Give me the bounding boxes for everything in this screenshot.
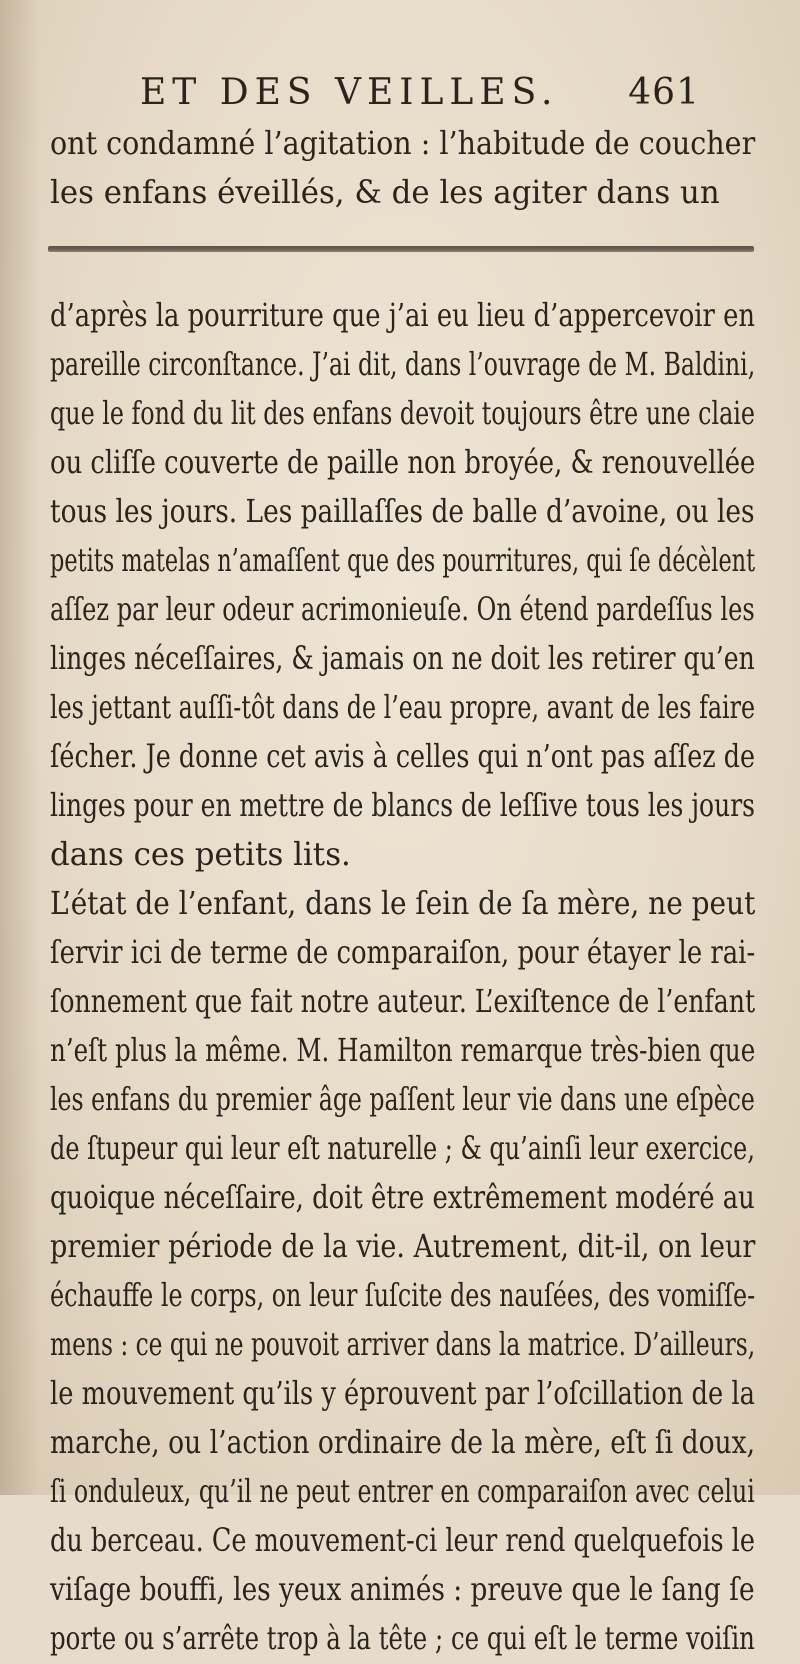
text-line: quoique néceſſaire, doit être extrêmement modéré au — [50, 1180, 755, 1216]
text-line: que le fond du lit des enfans devoit toujours être une claie — [50, 396, 755, 432]
text-line: aſſez par leur odeur acrimonieuſe. On étend pardeſſus les — [50, 592, 755, 628]
text-line: pareille circonſtance. J’ai dit, dans l’ouvrage de M. Baldini, — [50, 347, 756, 383]
text-line: tous les jours. Les paillaſſes de balle d’avoine, ou les — [50, 494, 755, 530]
text-line: ou cliſſe couverte de paille non broyée, & renouvellée — [50, 445, 756, 481]
text-line: ſonnement que fait notre auteur. L’exiſtence de l’enfant — [50, 984, 756, 1020]
running-title: ET DES VEILLES. — [140, 72, 559, 113]
page-header — [140, 72, 700, 120]
text-line: premier période de la vie. Autrement, dit-il, on leur — [50, 1229, 756, 1265]
text-line: de ſtupeur qui leur eſt naturelle ; & qu’ainſi leur exercice, — [50, 1131, 755, 1167]
text-line: linges néceſſaires, & jamais on ne doit les retirer qu’en — [50, 641, 755, 677]
top-text-block — [50, 120, 770, 218]
text-line: ſervir ici de terme de comparaiſon, pour étayer le rai- — [50, 935, 756, 971]
text-line: les enfans du premier âge paſſent leur vie dans une eſpèce — [50, 1082, 755, 1118]
text-line: marche, ou l’action ordinaire de la mère, eſt ſi doux, — [50, 1425, 756, 1461]
text-line: linges pour en mettre de blancs de leſſive tous les jours — [50, 788, 755, 824]
page-gutter-shadow — [0, 0, 40, 1495]
text-line: ſi onduleux, qu’il ne peut entrer en comparaiſon avec celui — [50, 1474, 755, 1510]
text-line: échauffe le corps, on leur ſuſcite des nauſées, des vomiſſe- — [50, 1278, 756, 1314]
text-line: viſage bouffi, les yeux animés : preuve que le ſang ſe — [50, 1572, 755, 1608]
text-line: ſécher. Je donne cet avis à celles qui n’ont pas aſſez de — [50, 739, 756, 775]
text-line: mens : ce qui ne pouvoit arriver dans la matrice. D’ailleurs, — [50, 1327, 756, 1363]
page-number: 461 — [628, 72, 700, 113]
text-line: du berceau. Ce mouvement-ci leur rend quelquefois le — [50, 1523, 755, 1559]
text-line: les jettant auſſi-tôt dans de l’eau propre, avant de les faire — [50, 690, 756, 726]
text-line: les enfans éveillés, & de les agiter dans un — [50, 175, 720, 211]
text-line: ont condamné l’agitation : l’habitude de coucher — [50, 126, 756, 162]
text-line: L’état de l’enfant, dans le ſein de ſa mère, ne peut — [50, 886, 756, 922]
text-line: petits matelas n’amaſſent que des pourritures, qui ſe décèlent — [50, 543, 756, 579]
torn-strip-divider — [48, 246, 754, 252]
text-line: n’eſt plus la même. M. Hamilton remarque très-bien que — [50, 1033, 756, 1069]
text-line: le mouvement qu’ils y éprouvent par l’oſcillation de la — [50, 1376, 755, 1412]
text-line: d’après la pourriture que j’ai eu lieu d’appercevoir en — [50, 298, 756, 334]
text-line: porte ou s’arrête trop à la tête ; ce qui eſt le terme voiſin — [50, 1621, 755, 1657]
text-line: dans ces petits lits. — [50, 837, 351, 873]
body-text-block — [50, 292, 770, 1664]
